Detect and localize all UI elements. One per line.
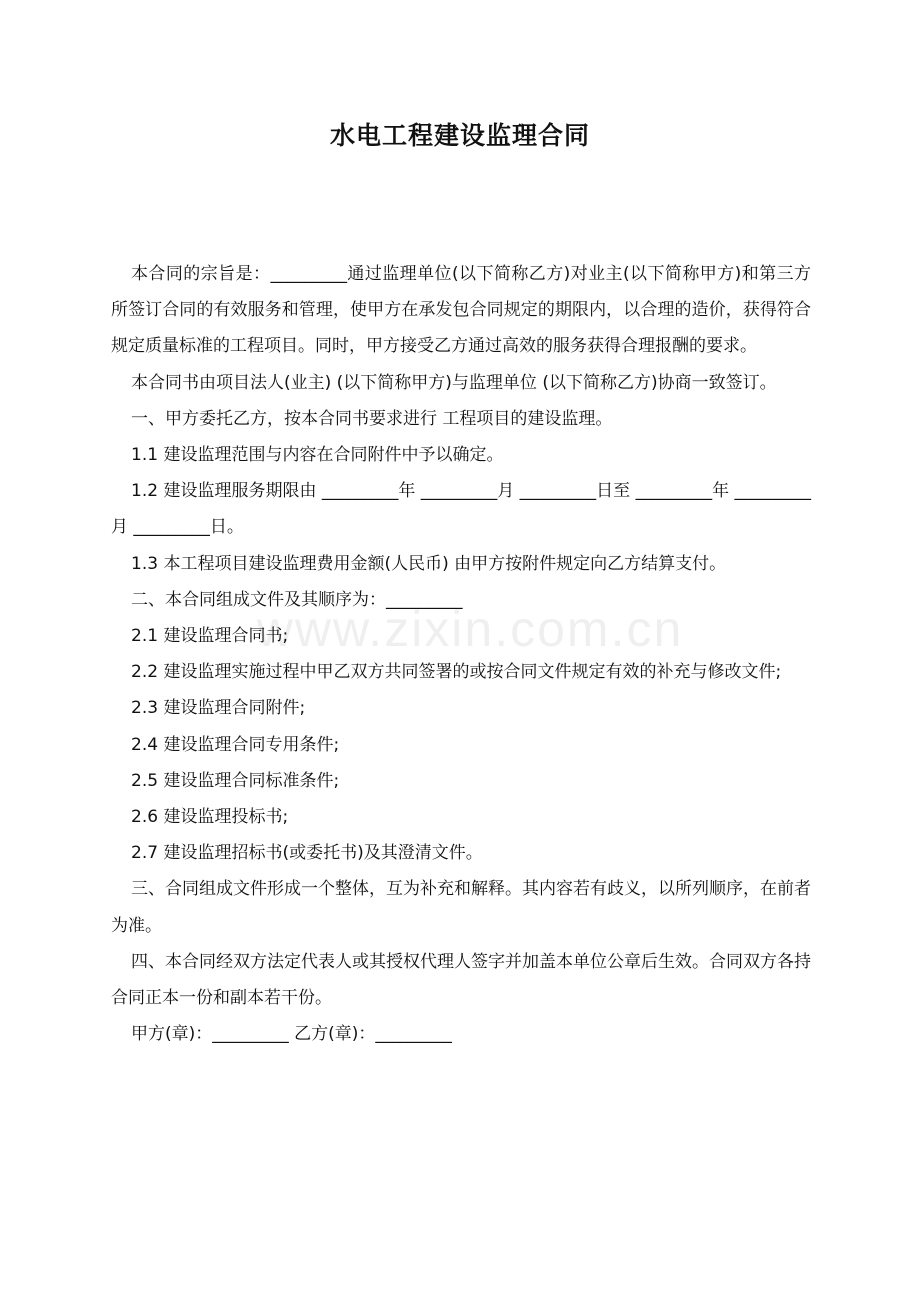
clause-1-3: 1.3 本工程项目建设监理费用金额(人民币) 由甲方按附件规定向乙方结算支付。	[131, 553, 727, 574]
watermark: www.zixin.com.cn	[256, 601, 684, 657]
clause-1-2: 1.2 建设监理服务期限由 _________年 _________月 _________日至 _________年 _________月 _________日。	[111, 481, 811, 538]
clause-4: 四、本合同经双方法定代表人或其授权代理人签字并加盖本单位公章后生效。合同双方各持合同正本一份和副本若干份。	[111, 951, 811, 1009]
clause-1-1: 1.1 建设监理范围与内容在合同附件中予以确定。	[131, 445, 504, 466]
clause-2-5: 2.5 建设监理合同标准条件;	[131, 770, 340, 791]
clause-2-6: 2.6 建设监理投标书;	[131, 807, 289, 828]
paragraph-parties: 本合同书由项目法人(业主) (以下简称甲方)与监理单位 (以下简称乙方)协商一致签订。	[131, 372, 777, 393]
signature-line: 甲方(章)：_________ 乙方(章)：_________	[131, 1024, 452, 1045]
clause-2-1: 2.1 建设监理合同书;	[131, 626, 289, 647]
document-title: 水电工程建设监理合同	[329, 121, 590, 150]
clause-1: 一、甲方委托乙方，按本合同书要求进行 工程项目的建设监理。	[131, 408, 613, 429]
clause-2-3: 2.3 建设监理合同附件;	[131, 698, 306, 719]
clause-3: 三、合同组成文件形成一个整体，互为补充和解释。其内容若有歧义，以所列顺序，在前者为准。	[111, 879, 811, 936]
clause-2-7: 2.7 建设监理招标书(或委托书)及其澄清文件。	[131, 843, 483, 864]
clause-2-4: 2.4 建设监理合同专用条件;	[131, 734, 340, 755]
paragraph-purpose: 本合同的宗旨是：_________通过监理单位(以下简称乙方)对业主(以下简称甲方)和第三方所签订合同的有效服务和管理，使甲方在承发包合同规定的期限内，以合理的造价，获得符合规定质量标准的工程项目。同时，甲方接受乙方通过高效的服务获得合理报酬的要求。	[111, 264, 811, 357]
clause-2: 二、本合同组成文件及其顺序为：_________	[131, 589, 463, 610]
clause-2-2: 2.2 建设监理实施过程中甲乙双方共同签署的或按合同文件规定有效的补充与修改文件;	[131, 662, 782, 683]
